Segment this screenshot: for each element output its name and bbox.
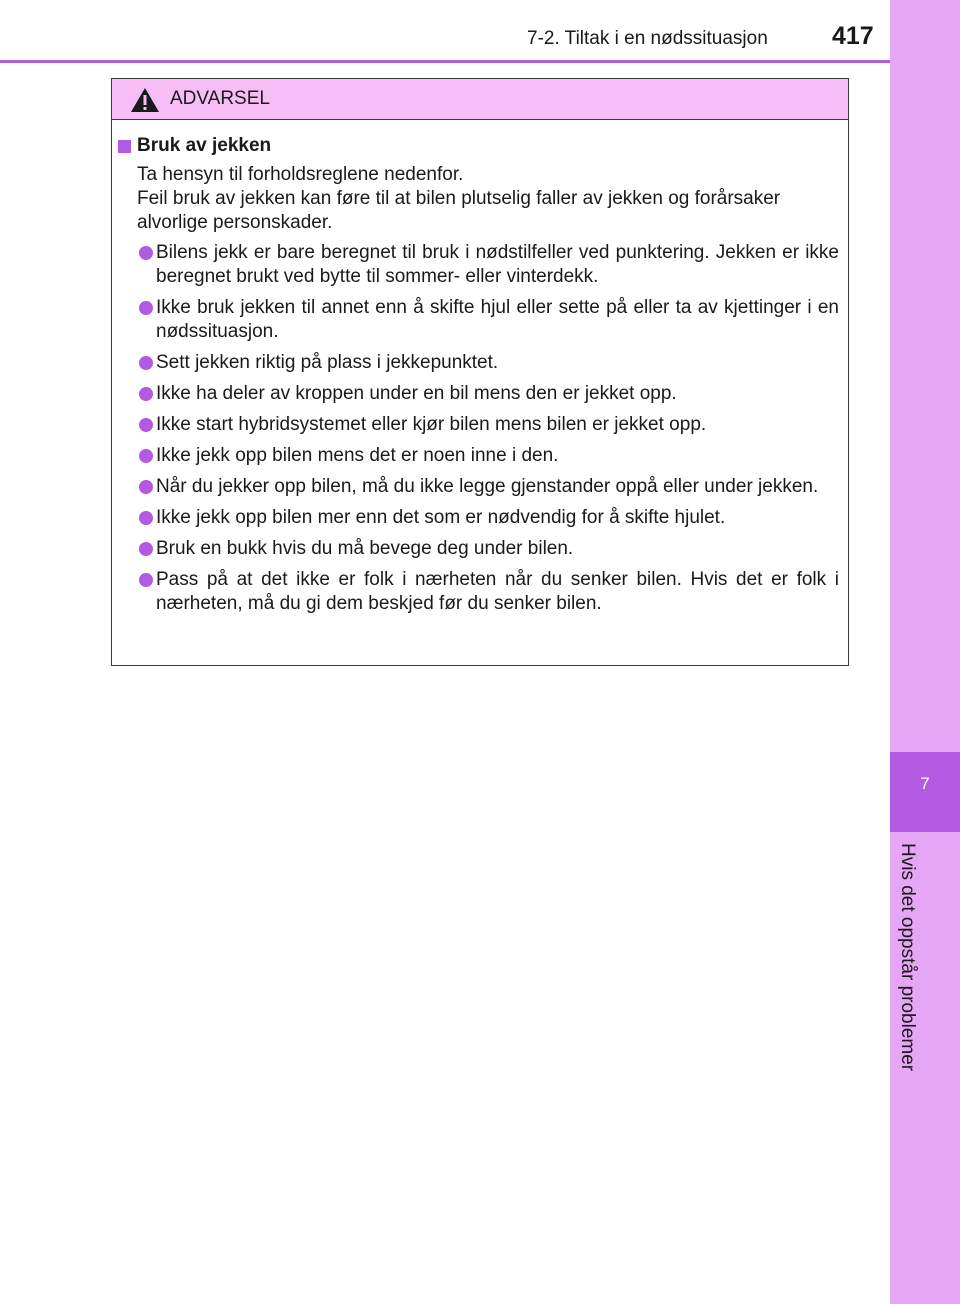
warning-triangle-icon — [130, 87, 160, 113]
header-rule — [0, 60, 890, 63]
warning-header — [112, 79, 848, 120]
list-item-text: Når du jekker opp bilen, må du ikke legge gjenstander oppå eller under jekken. — [156, 476, 819, 497]
list-item-text: Ikke jekk opp bilen mens det er noen inne i den. — [156, 445, 559, 466]
subheading — [112, 135, 848, 163]
chapter-number: 7 — [920, 774, 930, 793]
chapter-title: Hvis det oppstår problemer — [897, 843, 918, 1072]
warning-label: ADVARSEL — [170, 88, 270, 109]
list-item — [112, 506, 848, 530]
list-item — [112, 296, 848, 344]
list-item — [112, 382, 848, 406]
intro-text — [112, 163, 848, 235]
list-item — [112, 351, 848, 375]
list-item — [112, 537, 848, 561]
warning-box — [111, 78, 849, 666]
bullet-list — [112, 241, 848, 616]
list-item — [112, 241, 848, 289]
list-item — [112, 413, 848, 437]
list-item-text: Ikke jekk opp bilen mer enn det som er nødvendig for å skifte hjulet. — [156, 507, 726, 528]
bullet-dot-icon — [139, 449, 153, 463]
chapter-tab[interactable] — [890, 752, 960, 832]
list-item-text: Pass på at det ikke er folk i nærheten når du senker bilen. Hvis det er folk i nærheten, må du gi dem beskjed før du senker bilen. — [156, 569, 839, 614]
list-item-text: Ikke ha deler av kroppen under en bil mens den er jekket opp. — [156, 383, 677, 404]
list-item-text: Bruk en bukk hvis du må bevege deg under bilen. — [156, 538, 574, 559]
page-number: 417 — [832, 22, 874, 50]
bullet-dot-icon — [139, 301, 153, 315]
list-item-text: Bilens jekk er bare beregnet til bruk i nødstilfeller ved punktering. Jekken er ikke beregnet brukt ved bytte til sommer- eller vinterdekk. — [156, 242, 839, 287]
square-bullet-icon — [118, 140, 131, 153]
subheading-text: Bruk av jekken — [137, 135, 272, 156]
warning-body — [112, 135, 848, 623]
intro-line: Ta hensyn til forholdsreglene nedenfor. — [137, 164, 464, 185]
bullet-dot-icon — [139, 246, 153, 260]
bullet-dot-icon — [139, 418, 153, 432]
bullet-dot-icon — [139, 356, 153, 370]
list-item-text: Ikke bruk jekken til annet enn å skifte hjul eller sette på eller ta av kjettinger i en nødssituasjon. — [156, 297, 839, 342]
list-item — [112, 568, 848, 616]
intro-line: Feil bruk av jekken kan føre til at bilen plutselig faller av jekken og forårsaker alvorlige personskader. — [137, 188, 781, 233]
bullet-dot-icon — [139, 511, 153, 525]
list-item-text: Sett jekken riktig på plass i jekkepunktet. — [156, 352, 499, 373]
bullet-dot-icon — [139, 542, 153, 556]
list-item — [112, 444, 848, 468]
list-item — [112, 475, 848, 499]
section-title: 7-2. Tiltak i en nødssituasjon — [527, 28, 768, 49]
side-strip — [890, 0, 960, 1304]
bullet-dot-icon — [139, 573, 153, 587]
list-item-text: Ikke start hybridsystemet eller kjør bilen mens bilen er jekket opp. — [156, 414, 707, 435]
bullet-dot-icon — [139, 387, 153, 401]
bullet-dot-icon — [139, 480, 153, 494]
